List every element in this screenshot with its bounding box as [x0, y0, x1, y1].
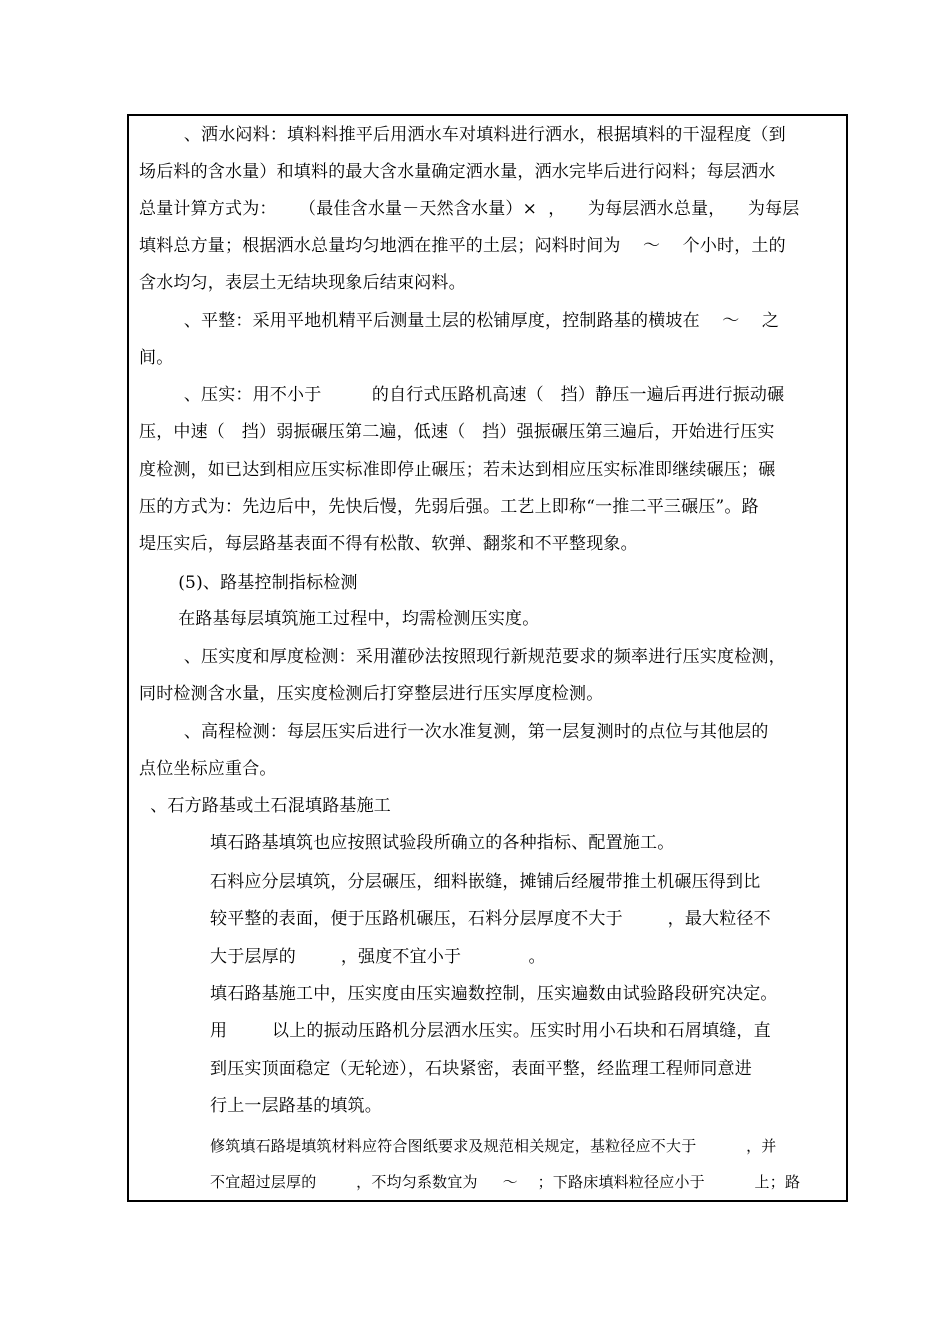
text-line: 同时检测含水量，压实度检测后打穿整层进行压实厚度检测。 [139, 684, 604, 704]
text-line: 较平整的表面，便于压路机碾压，石料分层厚度不大于 ，最大粒径不 [210, 909, 771, 929]
text-line: 大于层厚的 ，强度不宜小于 。 [210, 947, 546, 967]
text-line: 到压实顶面稳定（无轮迹），石块紧密，表面平整，经监理工程师同意进 [210, 1059, 752, 1079]
text-line: 压的方式为：先边后中，先快后慢，先弱后强。工艺上即称“一推二平三碾压”。路 [139, 497, 759, 517]
text-line: 用 以上的振动压路机分层洒水压实。压实时用小石块和石屑填缝，直 [210, 1021, 771, 1041]
text-line: 间。 [139, 348, 174, 368]
text-line: 、压实：用不小于 的自行式压路机高速（ 挡）静压一遍后再进行振动碾 [139, 385, 785, 405]
text-line: 、高程检测：每层压实后进行一次水准复测，第一层复测时的点位与其他层的 [139, 722, 769, 742]
section-heading: (5)、路基控制指标检测 [139, 573, 358, 593]
section-heading: 、石方路基或土石混填路基施工 [139, 796, 392, 816]
text-line: 石料应分层填筑，分层碾压，细料嵌缝，摊铺后经履带推土机碾压得到比 [210, 872, 761, 892]
text-line: 填石路基填筑也应按照试验段所确立的各种指标、配置施工。 [210, 833, 675, 853]
text-line: 、洒水闷料：填料料推平后用洒水车对填料进行洒水，根据填料的干湿程度（到 [139, 125, 786, 145]
text-line: 含水均匀，表层土无结块现象后结束闷料。 [139, 273, 466, 293]
text-line: 度检测，如已达到相应压实标准即停止碾压；若未达到相应压实标准即继续碾压；碾 [139, 460, 776, 480]
text-line: 在路基每层填筑施工过程中，均需检测压实度。 [139, 609, 540, 629]
text-line: 填石路基施工中，压实度由压实遍数控制，压实遍数由试验路段研究决定。 [210, 984, 778, 1004]
text-line: 场后料的含水量）和填料的最大含水量确定洒水量，洒水完毕后进行闷料；每层洒水 [139, 162, 776, 182]
text-line: 填料总方量；根据洒水总量均匀地洒在推平的土层；闷料时间为 ～ 个小时，土的 [139, 236, 786, 256]
text-line: 点位坐标应重合。 [139, 759, 277, 779]
text-line: 压，中速（ 挡）弱振碾压第二遍，低速（ 挡）强振碾压第三遍后，开始进行压实 [139, 422, 775, 442]
text-line: 行上一层路基的填筑。 [210, 1096, 382, 1116]
text-line: 修筑填石路堤填筑材料应符合图纸要求及规范相关规定，基粒径应不大于 ，并 [210, 1137, 777, 1155]
text-line: 、压实度和厚度检测：采用灌砂法按照现行新规范要求的频率进行压实度检测， [139, 647, 786, 667]
text-line: 堤压实后，每层路基表面不得有松散、软弹、翻浆和不平整现象。 [139, 534, 638, 554]
text-line: 、平整：采用平地机精平后测量土层的松铺厚度，控制路基的横坡在 ～ 之 [139, 311, 780, 331]
text-line: 总量计算方式为： （最佳含水量－天然含水量）× ， 为每层洒水总量， 为每层 [139, 199, 800, 219]
text-line: 不宜超过层厚的 ，不均匀系数宜为 ～ ；下路床填料粒径应小于 上；路 [210, 1173, 801, 1191]
